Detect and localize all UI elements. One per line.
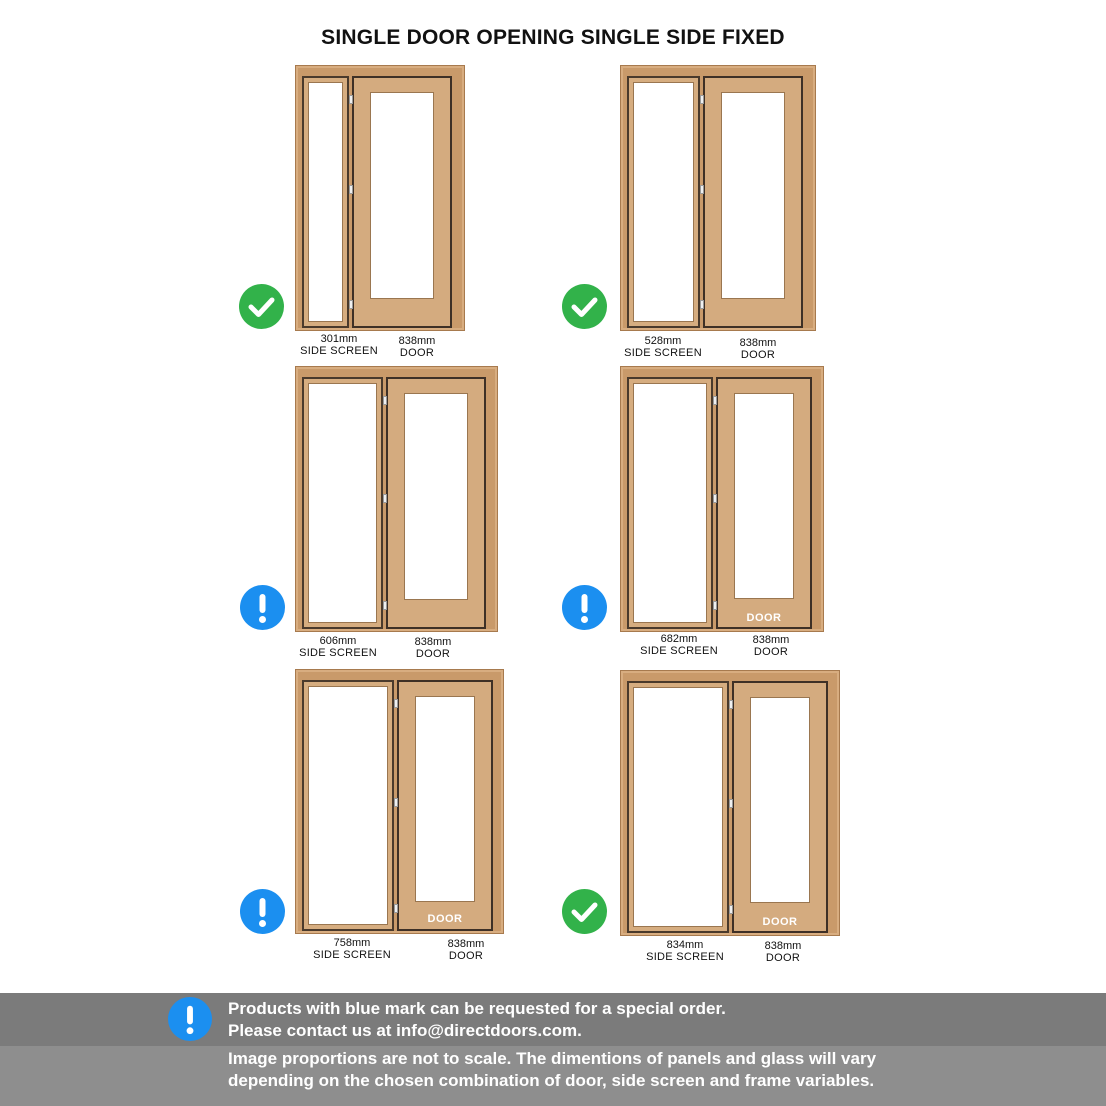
disclaimer-line: Image proportions are not to scale. The dimentions of panels and glass will vary <box>228 1049 877 1068</box>
door-glass <box>734 393 794 599</box>
door-dimension <box>435 938 497 962</box>
side-screen-glass <box>308 82 343 322</box>
side-label: SIDE SCREEN <box>300 345 378 357</box>
door-text: DOOR <box>762 916 798 928</box>
door-label: DOOR <box>448 950 484 962</box>
exclamation-icon <box>168 997 212 1041</box>
side-screen-glass <box>308 686 388 925</box>
info-badge <box>168 997 212 1041</box>
side-screen <box>627 76 700 328</box>
hinge <box>394 904 398 913</box>
side-label: SIDE SCREEN <box>646 951 724 963</box>
side-screen <box>302 377 383 629</box>
special-order-note <box>228 998 726 1042</box>
side-width: 606mm <box>319 635 357 647</box>
door-glass <box>370 92 434 299</box>
side-screen <box>627 377 713 629</box>
door-width: 838mm <box>739 337 777 349</box>
side-screen-glass <box>633 687 723 927</box>
side-screen-dimension <box>297 635 379 659</box>
door-label: DOOR <box>415 648 451 660</box>
info-badge <box>240 585 285 630</box>
door-dimension <box>402 636 464 660</box>
hinge <box>383 494 387 503</box>
door-width: 838mm <box>447 938 485 950</box>
side-screen-dimension <box>311 937 393 961</box>
door-leaf <box>352 76 452 328</box>
check-icon <box>562 284 607 329</box>
side-width: 758mm <box>333 937 371 949</box>
hinge <box>713 494 717 503</box>
door-dimension <box>386 335 448 359</box>
side-screen-glass <box>308 383 377 623</box>
side-screen-dimension <box>622 335 704 359</box>
exclamation-icon <box>240 585 285 630</box>
door-width: 838mm <box>414 636 452 648</box>
side-screen <box>627 681 729 933</box>
door-leaf <box>732 681 828 933</box>
side-screen-dimension <box>638 633 720 657</box>
hinge <box>729 905 733 914</box>
check-badge <box>562 889 607 934</box>
hinge <box>700 300 704 309</box>
hinge <box>713 601 717 610</box>
hinge <box>729 799 733 808</box>
hinge <box>713 396 717 405</box>
door-leaf <box>386 377 486 629</box>
door-glass <box>721 92 785 299</box>
side-screen-dimension <box>298 333 380 357</box>
side-width: 834mm <box>666 939 704 951</box>
info-badge <box>562 585 607 630</box>
contact-line: Please contact us at info@directdoors.com. <box>228 1021 582 1040</box>
side-screen <box>302 76 349 328</box>
side-label: SIDE SCREEN <box>640 645 718 657</box>
door-label: DOOR <box>765 952 801 964</box>
exclamation-icon <box>562 585 607 630</box>
door-label: DOOR <box>753 646 789 658</box>
disclaimer-text <box>228 1048 876 1092</box>
door-dimension <box>727 337 789 361</box>
door-label: DOOR <box>399 347 435 359</box>
door-text: DOOR <box>427 913 463 925</box>
side-screen-dimension <box>644 939 726 963</box>
door-label: DOOR <box>740 349 776 361</box>
hinge <box>349 185 353 194</box>
info-badge <box>240 889 285 934</box>
door-width: 838mm <box>752 634 790 646</box>
door-glass <box>750 697 810 903</box>
page-title: SINGLE DOOR OPENING SINGLE SIDE FIXED <box>321 26 785 49</box>
door-width: 838mm <box>398 335 436 347</box>
door-leaf <box>703 76 803 328</box>
check-icon <box>239 284 284 329</box>
side-label: SIDE SCREEN <box>624 347 702 359</box>
hinge <box>394 699 398 708</box>
special-order-line: Products with blue mark can be requested for a special order. <box>228 999 726 1018</box>
hinge <box>349 95 353 104</box>
side-width: 682mm <box>660 633 698 645</box>
hinge <box>700 185 704 194</box>
check-icon <box>562 889 607 934</box>
exclamation-icon <box>240 889 285 934</box>
door-text: DOOR <box>746 612 782 624</box>
side-screen-glass <box>633 383 707 623</box>
check-badge <box>562 284 607 329</box>
hinge <box>383 396 387 405</box>
door-dimension <box>752 940 814 964</box>
disclaimer-line: depending on the chosen combination of door, side screen and frame variables. <box>228 1071 875 1090</box>
hinge <box>349 300 353 309</box>
side-width: 301mm <box>320 333 358 345</box>
door-width: 838mm <box>764 940 802 952</box>
hinge <box>394 798 398 807</box>
door-glass <box>415 696 475 902</box>
side-screen-glass <box>633 82 694 322</box>
door-glass <box>404 393 468 600</box>
side-screen <box>302 680 394 931</box>
side-label: SIDE SCREEN <box>299 647 377 659</box>
door-leaf <box>397 680 493 931</box>
hinge <box>729 700 733 709</box>
hinge <box>383 601 387 610</box>
hinge <box>700 95 704 104</box>
door-dimension <box>740 634 802 658</box>
door-leaf <box>716 377 812 629</box>
side-label: SIDE SCREEN <box>313 949 391 961</box>
check-badge <box>239 284 284 329</box>
side-width: 528mm <box>644 335 682 347</box>
